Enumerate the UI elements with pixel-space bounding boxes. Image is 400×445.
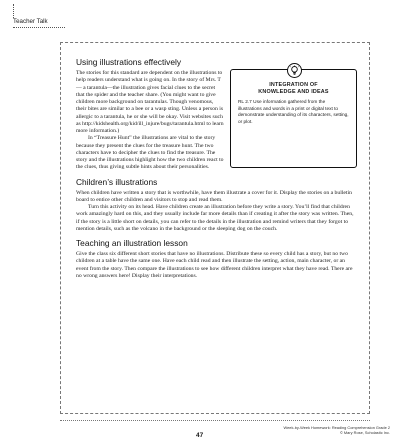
paragraph: The stories for this standard are dependent on the illustrations to help readers understand what is going on. In the story of Mrs. T— a tarantula—the illustration gives facial clues to the secret that the spider and the teacher share. (You might want to give children more background on tarantulas. Though venomous, their bites are similar to a bee or a wasp sting. Unless a person is allergic to a tarantula, he or she will be okay. Visit websites such as http://kidshealth.org/kid/ill_injure/bugs/tarantula.html to learn more information.) [76,70,224,134]
standard-title: INTEGRATION OF KNOWLEDGE AND IDEAS [258,82,329,95]
section-heading-childrens-illustrations: Children’s illustrations [76,176,158,187]
lightbulb-icon [287,63,302,78]
footer-credit: Week-by-Week Homework: Reading Comprehension Grade 2 © Mary Rose, Scholastic Inc. [283,425,390,436]
margin-guide [13,4,14,18]
paragraph: When children have written a story that is worthwhile, have them illustrate a cover for it. Display the stories on a bulletin board to entice other children and visitors to stop and read them. [76,189,352,203]
header-rule [13,27,65,28]
standard-callout-box [230,69,357,168]
section-heading-lesson: Teaching an illustration lesson [76,238,188,248]
main-content [76,57,354,280]
section-heading-illustrations: Using illustrations effectively [76,57,182,67]
page-number: 47 [196,432,204,439]
standard-description: RL 2.7 Use information gathered from the illustrations and words in a print or digital text to demonstrate understanding of its characters, setting, or plot. [238,100,349,126]
header-label: Teacher Talk [13,18,48,25]
paragraph: In “Treasure Hunt” the illustrations are vital to the story because they present the clues for the treasure hunt. The two characters have to decipher the clues to find the treasure. The story and the illustrations highlight how the two children react to the clues, thus giving subtle hints about their personalities. [76,135,224,171]
footer-rule [60,420,370,421]
paragraph: Give the class six different short stories that have no illustrations. Distribute these so every child has a story, but no two children at a table have the same one. Have each child read and then illustrate the setting, action, main character, or an event from the story. Then compare the illustrations to see how different children interpret what they have read. There are no wrong answers here! Display their interpretations. [76,251,353,279]
paragraph: Turn this activity on its head. Have children create an illustration before they write a story. You’ll find that children work amazingly hard on this, and they usually include far more details than if creating it after the story was written. Then, if the story is a little short on details, you can refer to the details in the illustration and remind writers that they forgot to mention details, such as the volcano in the background or the sleeping dog on the couch. [76,204,354,232]
